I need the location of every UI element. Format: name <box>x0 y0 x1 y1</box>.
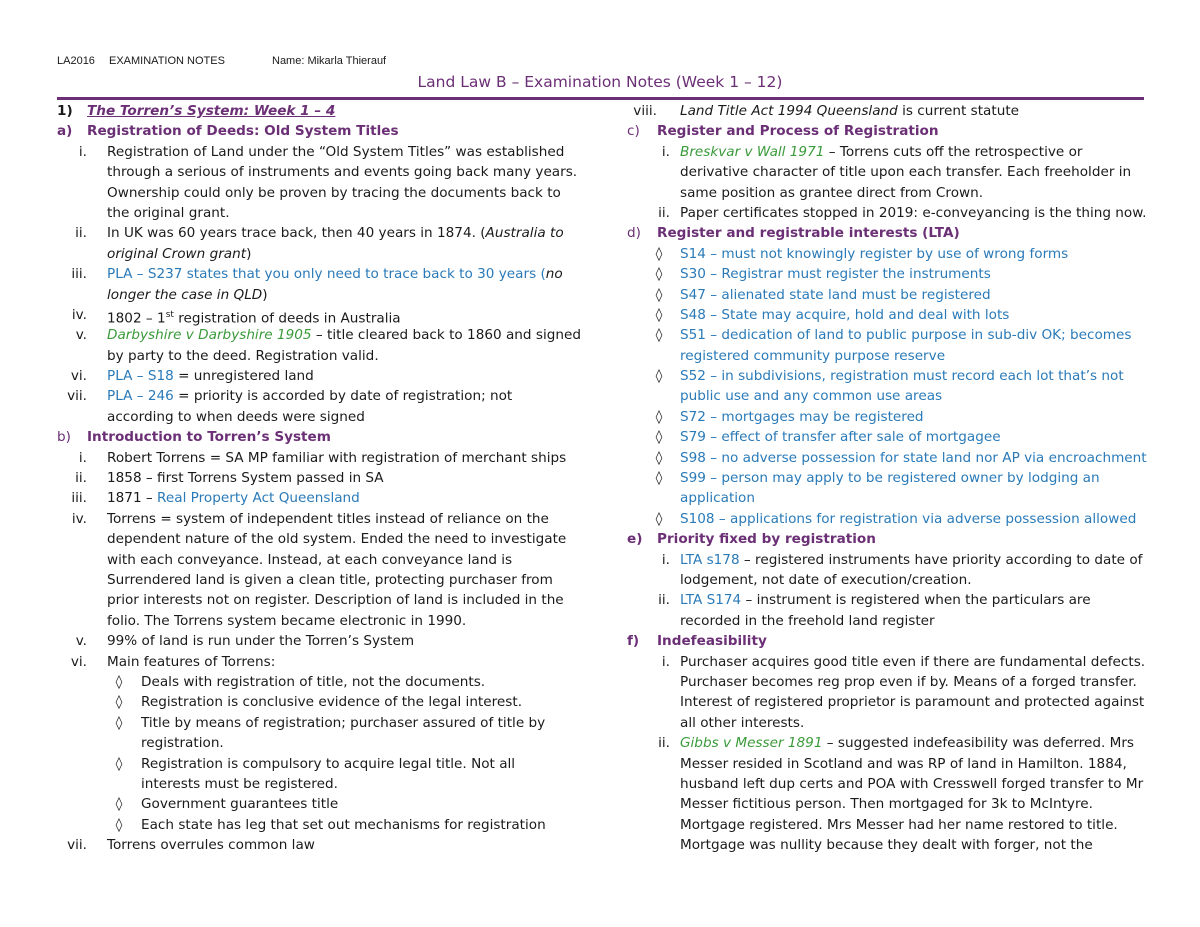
list-item: ii. Paper certificates stopped in 2019: e-conveyancing is the thing now. <box>658 204 1147 221</box>
list-item: vi. Main features of Torrens: <box>70 653 276 670</box>
list-item: i. LTA s178 – registered instruments have priority according to date of <box>661 551 1143 568</box>
list-item: iii. 1871 – Real Property Act Queensland <box>71 490 360 507</box>
notes-label: EXAMINATION NOTES <box>109 55 225 67</box>
list-item: ii. 1858 – first Torrens System passed in SA <box>75 470 384 487</box>
diamond-bullet-icon: ◊ <box>115 796 123 813</box>
list-item: ii. Gibbs v Messer 1891 – suggested indefeasibility was deferred. Mrs <box>658 735 1134 752</box>
list-item: i. Robert Torrens = SA MP familiar with registration of merchant ships <box>78 449 567 466</box>
list-item: iv. Torrens = system of independent titles instead of reliance on the <box>71 510 549 527</box>
diamond-bullet-icon: ◊ <box>115 694 123 711</box>
bullet-item: ◊ S47 – alienated state land must be registered <box>627 285 1147 305</box>
bullet-item: ◊ Each state has leg that set out mechanisms for registration <box>57 815 590 835</box>
bullet-item: ◊ S52 – in subdivisions, registration must record each lot that’s not <box>627 366 1147 386</box>
list-item: viii. Land Title Act 1994 Queensland is current statute <box>633 103 1020 119</box>
list-item: vi. PLA – S18 = unregistered land <box>70 368 314 385</box>
list-item: i. Purchaser acquires good title even if there are fundamental defects. <box>661 653 1146 670</box>
diamond-bullet-icon: ◊ <box>655 306 663 323</box>
list-item: ii. In UK was 60 years trace back, then 40 years in 1874. (Australia to <box>75 225 564 242</box>
section-e-heading: e) Priority fixed by registration <box>627 531 876 548</box>
bullet-item: ◊ Government guarantees title <box>57 794 590 814</box>
bullet-item: ◊ Registration is compulsory to acquire legal title. Not all <box>57 754 590 774</box>
diamond-bullet-icon: ◊ <box>655 449 663 466</box>
bullet-item: ◊ Registration is conclusive evidence of the legal interest. <box>57 692 590 712</box>
bullet-item: ◊ S79 – effect of transfer after sale of mortgagee <box>627 427 1147 447</box>
bullet-item: ◊ S72 – mortgages may be registered <box>627 407 1147 427</box>
diamond-bullet-icon: ◊ <box>655 470 663 487</box>
list-item: v. 99% of land is run under the Torren’s System <box>75 633 415 650</box>
author-name: Name: Mikarla Thierauf <box>272 55 387 67</box>
bullet-item: ◊ S98 – no adverse possession for state land nor AP via encroachment <box>627 448 1147 468</box>
section-c-heading: c) Register and Process of Registration <box>627 123 939 140</box>
bullet-item: ◊ S51 – dedication of land to public purpose in sub-div OK; becomes <box>627 325 1147 345</box>
list-item: ii. LTA S174 – instrument is registered when the particulars are <box>658 592 1091 609</box>
course-code: LA2016 <box>57 55 95 67</box>
list-item: vii. PLA – 246 = priority is accorded by date of registration; not <box>67 388 513 405</box>
diamond-bullet-icon: ◊ <box>655 429 663 446</box>
section-f-heading: f) Indefeasibility <box>627 633 767 650</box>
list-item: iii. PLA – S237 states that you only need to trace back to 30 years (no <box>71 266 563 283</box>
diamond-bullet-icon: ◊ <box>655 510 663 527</box>
case-name: Darbyshire v Darbyshire 1905 <box>107 327 312 344</box>
bullet-item: ◊ Deals with registration of title, not the documents. <box>57 672 590 692</box>
bullet-item: ◊ Title by means of registration; purchaser assured of title by <box>57 713 590 733</box>
diamond-bullet-icon: ◊ <box>115 755 123 772</box>
diamond-bullet-icon: ◊ <box>655 266 663 283</box>
title-rule <box>57 97 1144 100</box>
list-item: i. Registration of Land under the “Old System Titles” was established <box>78 143 565 160</box>
case-name: Gibbs v Messer 1891 <box>680 735 823 752</box>
bullet-item: ◊ S108 – applications for registration via adverse possession allowed <box>627 509 1147 529</box>
diamond-bullet-icon: ◊ <box>655 408 663 425</box>
section-b-heading: b) Introduction to Torren’s System <box>57 429 331 446</box>
list-item: v. Darbyshire v Darbyshire 1905 – title cleared back to 1860 and signed <box>75 327 581 344</box>
document-title: Land Law B – Examination Notes (Week 1 – 12) <box>417 73 783 91</box>
section-1-heading: 1) The Torren’s System: Week 1 – 4 <box>57 103 336 119</box>
diamond-bullet-icon: ◊ <box>655 245 663 262</box>
diamond-bullet-icon: ◊ <box>115 714 123 731</box>
diamond-bullet-icon: ◊ <box>115 816 123 833</box>
case-name: Breskvar v Wall 1971 <box>680 143 825 160</box>
bullet-item: ◊ S48 – State may acquire, hold and deal with lots <box>627 305 1147 325</box>
list-item: vii. Torrens overrules common law <box>67 837 315 854</box>
list-item: iv. 1802 – 1st registration of deeds in Australia <box>71 306 401 327</box>
bullet-item: ◊ S14 – must not knowingly register by use of wrong forms <box>627 244 1147 264</box>
section-d-heading: d) Register and registrable interests (LTA) <box>627 225 960 242</box>
diamond-bullet-icon: ◊ <box>655 286 663 303</box>
diamond-bullet-icon: ◊ <box>655 368 663 385</box>
list-item: i. Breskvar v Wall 1971 – Torrens cuts off the retrospective or <box>661 143 1083 160</box>
left-column: 1) The Torren’s System: Week 1 – 4 a) Registration of Deeds: Old System Titles i. Registration of Land under the “Old System Titles” was established through a serious of instruments and events going back many years. Ownership could only be proven by tracing the documents back to the original grant. ii. In UK was 60 years trace back, then 40 years in 1874. (Australia to original Crown grant) iii. PLA – S237 states that you only need to trace back to 30 years (no longer the case in QLD) iv. 1802 – 1st registration of deeds in Australia v. Darbyshire v Darbyshire 1905 – title cleared back to 1860 and signed by party to the deed. Registration valid. vi. PLA – S18 = unregistered land vii. PLA – 246 = priority is accorded by date of registration; not according to when deeds were signed b) Introduction to Torren’s System i. Robert Torrens = SA MP familiar with registration of merchant ships ii. 1858 – first Torrens System passed in SA iii. 1871 – Real Property Act Queensland iv. Torrens = system of independent titles instead of reliance on the dependent nature of the old system. Ended the need to investigate with each conveyance. Instead, at each conveyance land is Surrendered land is given a clean title, protecting purchaser from prior interests not on register. Description of land is included in the folio. The Torrens system became electronic in 1990. v. 99% of land is run under the Torren’s System vi. Main features of Torrens: ◊ Deals with registration of title, not the documents. ◊ Registration is conclusive evidence of the legal interest. ◊ Title by means of registration; purchaser assured of title by registration. ◊ Registration is compulsory to acquire legal title. Not all interests must be registered. ◊ Government guarantees title ◊ Each state has leg that set out mechanisms for registration vii. Torrens overrules common law <box>57 101 590 855</box>
diamond-bullet-icon: ◊ <box>115 673 123 690</box>
right-column: viii. Land Title Act 1994 Queensland is current statute c) Register and Process of Registration i. Breskvar v Wall 1971 – Torrens cuts off the retrospective or derivative character of title upon each transfer. Each freeholder in same position as grantee direct from Crown. ii. Paper certificates stopped in 2019: e-conveyancing is the thing now. d) Register and registrable interests (LTA) ◊ S14 – must not knowingly register by use of wrong forms ◊ S30 – Registrar must register the instruments ◊ S47 – alienated state land must be registered ◊ S48 – State may acquire, hold and deal with lots ◊ S51 – dedication of land to public purpose in sub-div OK; becomes registered community purpose reserve ◊ S52 – in subdivisions, registration must record each lot that’s not public use and any common use areas ◊ S72 – mortgages may be registered ◊ S79 – effect of transfer after sale of mortgagee ◊ S98 – no adverse possession for state land nor AP via encroachment ◊ S99 – person may apply to be registered owner by lodging an application ◊ S108 – applications for registration via adverse possession allowed e) Priority fixed by registration i. LTA s178 – registered instruments have priority according to date of lodgement, not date of execution/creation. ii. LTA S174 – instrument is registered when the particulars are recorded in the freehold land register f) Indefeasibility i. Purchaser acquires good title even if there are fundamental defects. Purchaser becomes reg prop even if by. Means of a forged transfer. Interest of registered proprietor is paramount and protected against all other interests. ii. Gibbs v Messer 1891 – suggested indefeasibility was deferred. Mrs Messer resided in Scotland and was RP of land in Hamilton. 1884, husband left dup certs and POA with Cresswell forged transfer to Mr Messer fictitious person. Then mortgaged for 3k to McIntyre. Mortgage registered. Mrs Messer had her name restored to title. Mortgage was nullity because they dealt with forger, not the <box>627 103 1147 854</box>
bullet-item: ◊ S99 – person may apply to be registered owner by lodging an <box>627 468 1147 488</box>
section-a-heading: a) Registration of Deeds: Old System Titles <box>57 123 399 140</box>
diamond-bullet-icon: ◊ <box>655 327 663 344</box>
bullet-item: ◊ S30 – Registrar must register the instruments <box>627 264 1147 284</box>
